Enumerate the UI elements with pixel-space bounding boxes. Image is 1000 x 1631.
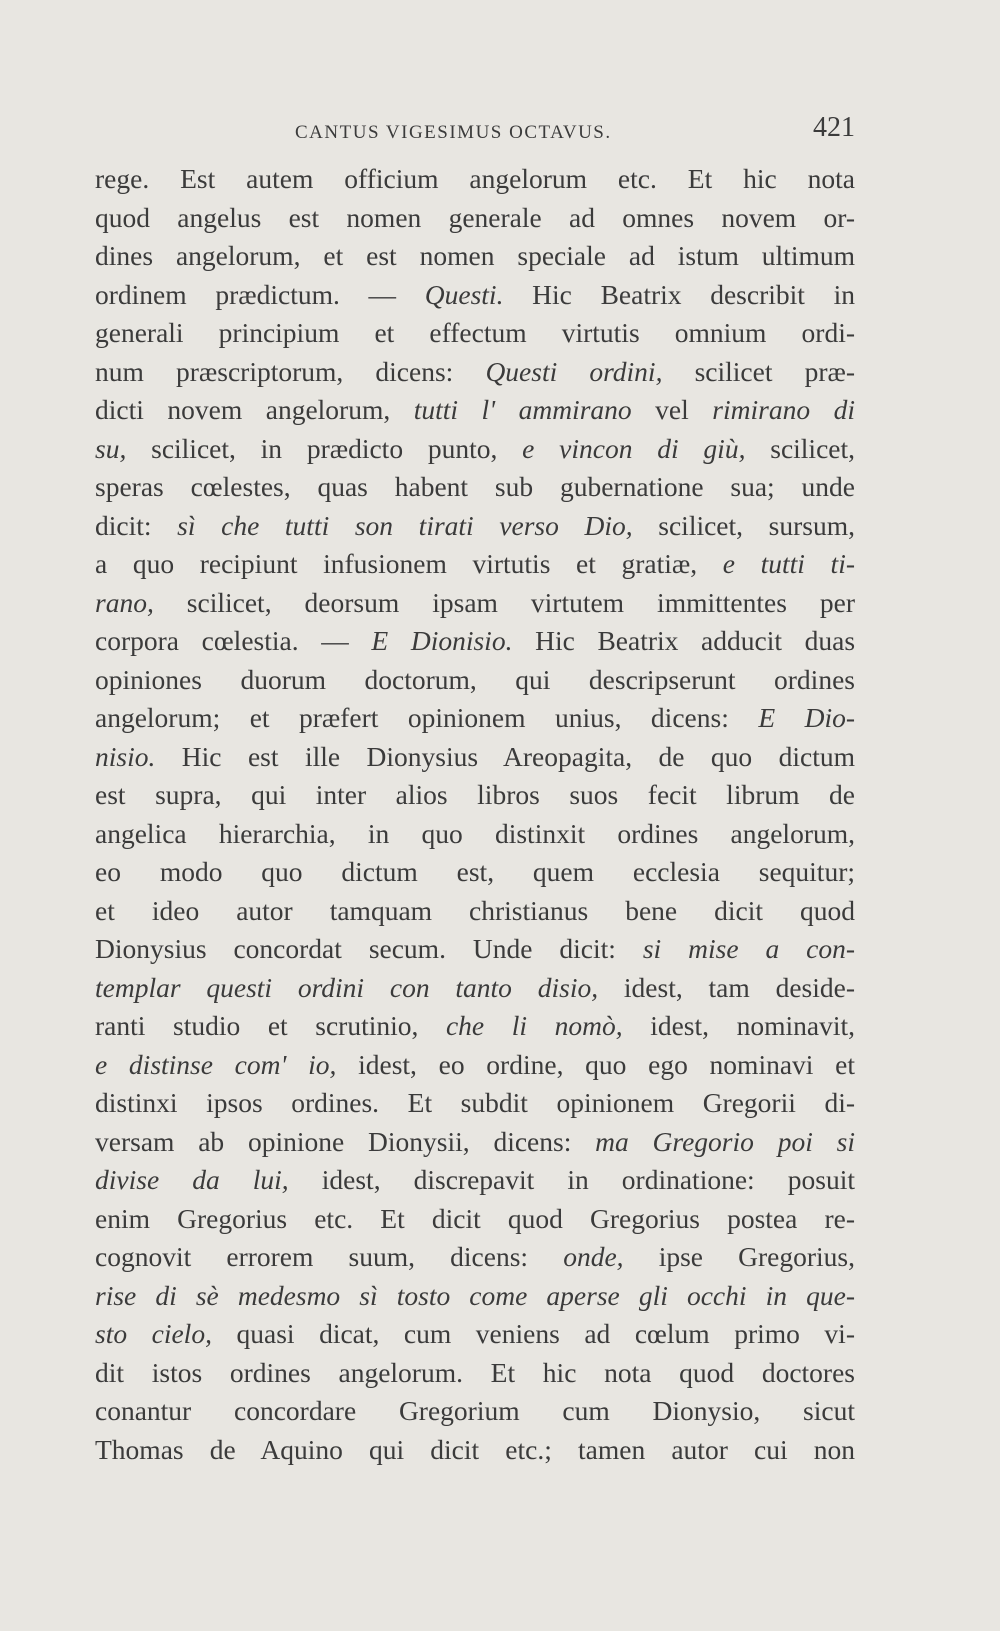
italic-segment: E Dionisio.: [371, 625, 513, 656]
italic-segment: sto cielo,: [95, 1318, 212, 1349]
italic-segment: e distinse com' io,: [95, 1048, 337, 1080]
text-segment: dines angelorum, et est nomen speciale ad istum ultimum: [95, 240, 855, 271]
text-line: [95, 160, 855, 199]
running-title: CANTUS VIGESIMUS OCTAVUS.: [295, 122, 612, 143]
text-line: [95, 1431, 855, 1470]
italic-segment: e vincon di giù,: [522, 432, 746, 464]
text-segment: cognovit errorem suum, dicens:: [95, 1241, 564, 1272]
italic-segment: onde,: [563, 1241, 624, 1272]
text-line: [95, 1007, 855, 1046]
text-line: [95, 1315, 855, 1354]
text-segment: rege. Est autem officium angelorum etc. Et hic nota: [95, 163, 855, 194]
text-segment: idest, tam deside-: [598, 971, 856, 1003]
text-segment: scilicet, deorsum ipsam virtutem immittentes per: [153, 586, 855, 618]
italic-segment: ma Gregorio poi si: [595, 1125, 855, 1157]
body-text: [95, 160, 855, 1469]
text-line: [95, 699, 855, 738]
text-line: [95, 507, 855, 546]
text-line: [95, 314, 855, 353]
text-segment: scilicet, sursum,: [632, 509, 855, 541]
page-header: [95, 112, 855, 152]
text-segment: ordinem prædictum. —: [95, 278, 425, 310]
italic-segment: e tutti ti-: [722, 548, 855, 579]
italic-segment: su,: [95, 432, 127, 464]
text-segment: eo modo quo dictum est, quem ecclesia sequitur;: [95, 856, 855, 887]
text-segment: idest, nominavit,: [622, 1010, 855, 1041]
italic-segment: Questi ordini,: [485, 355, 663, 387]
text-line: [95, 353, 855, 392]
text-segment: vel: [631, 394, 713, 425]
text-segment: distinxi ipsos ordines. Et subdit opinionem Gregorii di-: [95, 1087, 855, 1118]
text-line: [95, 1392, 855, 1431]
text-segment: corpora cœlestia. —: [95, 625, 372, 656]
text-segment: ranti studio et scrutinio,: [95, 1010, 446, 1041]
text-line: [95, 584, 855, 623]
page-number: 421: [813, 112, 855, 143]
text-segment: speras cœlestes, quas habent sub gubernatione sua; unde: [95, 471, 855, 502]
text-line: [95, 815, 855, 854]
text-segment: dit istos ordines angelorum. Et hic nota quod doctores: [95, 1356, 855, 1388]
text-line: [95, 468, 855, 507]
text-segment: Thomas de Aquino qui dicit etc.; tamen autor cui non: [95, 1433, 855, 1465]
text-line: [95, 1354, 855, 1393]
italic-segment: divise da lui,: [95, 1164, 289, 1195]
text-line: [95, 545, 855, 584]
text-segment: scilicet præ-: [662, 355, 855, 387]
text-line: [95, 661, 855, 700]
text-line: [95, 622, 855, 661]
italic-segment: templar questi ordini con tanto disio,: [95, 971, 599, 1003]
italic-segment: tutti l' ammirano: [413, 394, 632, 425]
text-segment: est supra, qui inter alios libros suos fecit librum de: [95, 779, 855, 810]
text-line: [95, 1161, 855, 1200]
text-line: [95, 738, 855, 777]
text-line: [95, 1123, 855, 1162]
text-segment: num præscriptorum, dicens:: [95, 355, 486, 387]
text-segment: a quo recipiunt infusionem virtutis et gratiæ,: [95, 548, 723, 579]
text-segment: Hic Beatrix adducit duas: [512, 625, 856, 656]
text-line: [95, 1046, 855, 1085]
text-segment: Hic est ille Dionysius Areopagita, de quo dictum: [155, 740, 855, 772]
text-line: [95, 391, 855, 430]
text-segment: conantur concordare Gregorium cum Dionysio, sicut: [95, 1395, 855, 1426]
text-line: [95, 969, 855, 1008]
text-segment: scilicet, in prædicto punto,: [126, 432, 523, 464]
text-line: [95, 1200, 855, 1239]
text-segment: quod angelus est nomen generale ad omnes novem or-: [95, 201, 855, 233]
italic-segment: nisio.: [95, 740, 156, 772]
text-line: [95, 276, 855, 315]
italic-segment: Questi.: [424, 278, 504, 310]
text-segment: angelica hierarchia, in quo distinxit ordines angelorum,: [95, 817, 855, 849]
italic-segment: che li nomò,: [445, 1010, 623, 1041]
text-line: [95, 199, 855, 238]
italic-segment: sì che tutti son tirati verso Dio,: [177, 509, 633, 541]
text-line: [95, 1238, 855, 1277]
text-line: [95, 892, 855, 931]
text-segment: dicti novem angelorum,: [95, 394, 414, 425]
text-segment: opiniones duorum doctorum, qui descripserunt ordines: [95, 663, 855, 695]
text-segment: angelorum; et præfert opinionem unius, dicens:: [95, 702, 759, 733]
text-segment: idest, eo ordine, quo ego nominavi et: [336, 1048, 856, 1080]
text-segment: quasi dicat, cum veniens ad cœlum primo vi-: [211, 1318, 855, 1349]
text-segment: dicit:: [95, 509, 178, 541]
text-segment: idest, discrepavit in ordinatione: posuit: [288, 1164, 855, 1195]
text-line: [95, 930, 855, 969]
text-line: [95, 237, 855, 276]
italic-segment: rano,: [95, 586, 154, 618]
text-line: [95, 776, 855, 815]
text-segment: et ideo autor tamquam christianus bene dicit quod: [95, 894, 855, 926]
text-segment: enim Gregorius etc. Et dicit quod Gregorius postea re-: [95, 1202, 855, 1234]
text-line: [95, 1084, 855, 1123]
italic-segment: rise di sè medesmo sì tosto come aperse gli occhi in que-: [95, 1279, 855, 1311]
italic-segment: E Dio-: [758, 702, 855, 733]
text-line: [95, 853, 855, 892]
text-segment: generali principium et effectum virtutis omnium ordi-: [95, 317, 855, 348]
text-line: [95, 1277, 855, 1316]
text-line: [95, 430, 855, 469]
italic-segment: rimirano di: [712, 394, 855, 425]
text-segment: scilicet,: [745, 432, 855, 464]
text-segment: Dionysius concordat secum. Unde dicit:: [95, 933, 643, 964]
italic-segment: si mise a con-: [642, 933, 856, 964]
text-segment: ipse Gregorius,: [623, 1241, 856, 1272]
text-segment: versam ab opinione Dionysii, dicens:: [95, 1125, 596, 1157]
text-segment: Hic Beatrix describit in: [503, 278, 855, 310]
